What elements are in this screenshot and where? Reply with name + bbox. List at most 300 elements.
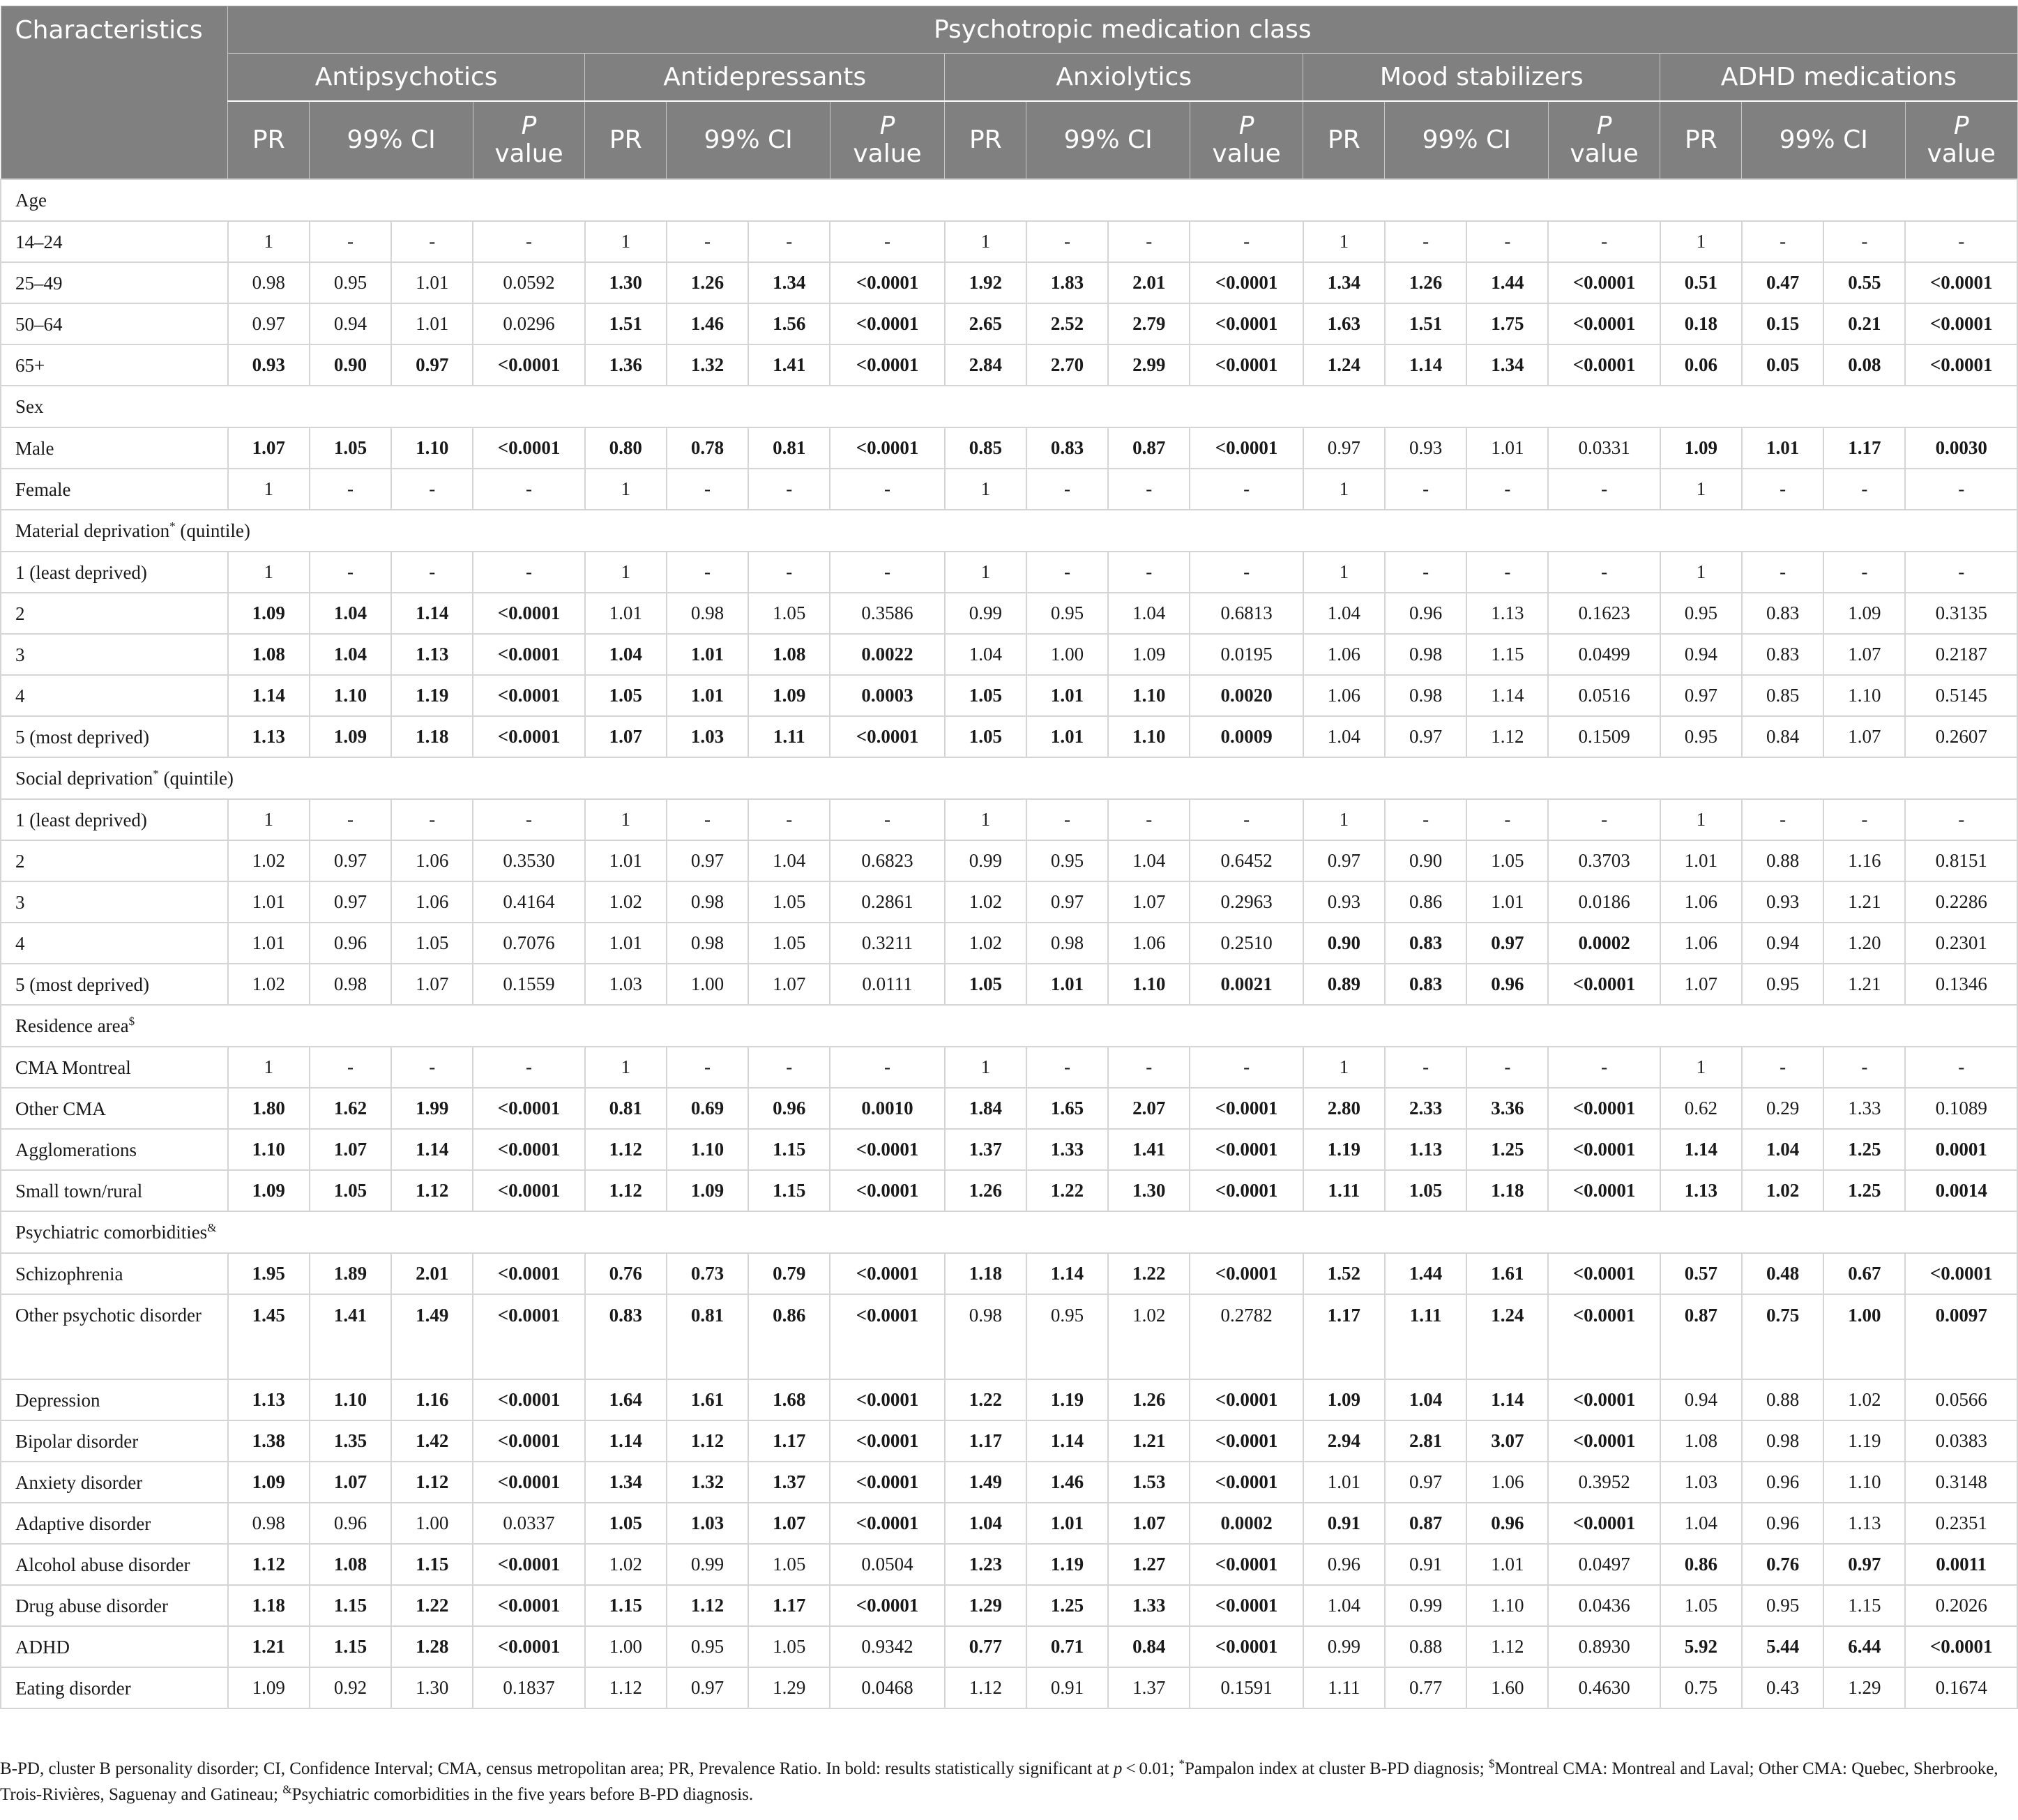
p-value-cell: <0.0001 — [1190, 1585, 1303, 1626]
p-value-cell: <0.0001 — [1190, 1253, 1303, 1294]
pr-header: PR — [1660, 101, 1742, 179]
row-label: 4 — [1, 923, 228, 964]
p-value-cell: <0.0001 — [1190, 262, 1303, 303]
ci-upper-cell: 6.44 — [1823, 1626, 1905, 1667]
ci-upper-cell: 1.07 — [1108, 881, 1190, 923]
pr-cell: 1.14 — [228, 675, 310, 716]
ci-lower-cell: - — [667, 1047, 748, 1088]
ci-lower-cell: 0.97 — [310, 881, 391, 923]
ci-lower-cell: 1.08 — [310, 1544, 391, 1585]
ci-lower-cell: - — [310, 552, 391, 593]
ci-upper-cell: 1.05 — [748, 923, 830, 964]
ci-upper-cell: 1.05 — [748, 1544, 830, 1585]
ci-lower-cell: 1.89 — [310, 1253, 391, 1294]
ci-upper-cell: 1.06 — [1108, 923, 1190, 964]
ci-lower-cell: - — [1742, 552, 1823, 593]
table-footnote — [0, 1756, 2008, 1807]
pr-cell: 0.98 — [228, 262, 310, 303]
table-row — [1, 552, 2017, 593]
ci-lower-cell: 0.73 — [667, 1253, 748, 1294]
ci-upper-cell: 0.97 — [1466, 923, 1548, 964]
pr-header: PR — [228, 101, 310, 179]
table-row — [1, 344, 2017, 386]
pr-cell: 5.92 — [1660, 1626, 1742, 1667]
p-value-cell: <0.0001 — [473, 1379, 584, 1420]
pr-cell: 1.37 — [945, 1129, 1026, 1170]
p-value-cell: 0.9342 — [830, 1626, 944, 1667]
footnote-mark-asterisk: * — [1178, 1757, 1185, 1770]
p-value-cell: <0.0001 — [830, 1462, 944, 1503]
pr-cell: 1.29 — [945, 1585, 1026, 1626]
ci-lower-cell: 0.98 — [667, 923, 748, 964]
pr-cell: 1.12 — [585, 1170, 667, 1211]
p-value-cell: 0.0001 — [1905, 1129, 2017, 1170]
ci-upper-cell: - — [391, 221, 473, 262]
footnote-comorbidities: Psychiatric comorbidities in the five years before B-PD diagnosis. — [291, 1785, 754, 1804]
ci-header: 99% CI — [667, 101, 830, 179]
ci-lower-cell: 0.96 — [1742, 1462, 1823, 1503]
table-row — [1, 262, 2017, 303]
p-value-cell: 0.4630 — [1548, 1667, 1660, 1708]
ci-lower-cell: 0.81 — [667, 1294, 748, 1379]
ci-upper-cell: 1.22 — [1108, 1253, 1190, 1294]
ci-lower-cell: - — [310, 799, 391, 840]
ci-upper-cell: 1.60 — [1466, 1667, 1548, 1708]
ci-upper-cell: 1.06 — [1466, 1462, 1548, 1503]
ci-upper-cell: 1.25 — [1823, 1129, 1905, 1170]
p-value-cell: <0.0001 — [1548, 1253, 1660, 1294]
ci-upper-cell: 1.27 — [1108, 1544, 1190, 1585]
p-value-cell: 0.1591 — [1190, 1667, 1303, 1708]
pr-cell: 1 — [228, 221, 310, 262]
row-label: 2 — [1, 840, 228, 881]
table-row — [1, 716, 2017, 757]
ci-upper-cell: - — [1466, 1047, 1548, 1088]
pr-cell: 1.09 — [1660, 427, 1742, 469]
ci-upper-cell: 1.34 — [748, 262, 830, 303]
ci-lower-cell: 0.98 — [1742, 1420, 1823, 1462]
table-row — [1, 799, 2017, 840]
p-value-cell: 0.0002 — [1548, 923, 1660, 964]
footnote-threshold: < 0.01; — [1122, 1759, 1179, 1778]
p-value-cell: - — [473, 469, 584, 510]
p-value-cell: 0.0468 — [830, 1667, 944, 1708]
p-value-cell: <0.0001 — [1190, 1129, 1303, 1170]
p-value-cell: 0.0296 — [473, 303, 584, 344]
pr-cell: 1 — [585, 469, 667, 510]
p-value-cell: 0.0504 — [830, 1544, 944, 1585]
ci-lower-cell: - — [667, 552, 748, 593]
ci-lower-cell: 0.95 — [1026, 840, 1108, 881]
p-value-cell: <0.0001 — [830, 1503, 944, 1544]
pr-cell: 1.19 — [1303, 1129, 1385, 1170]
ci-upper-cell: 1.15 — [748, 1129, 830, 1170]
table-body — [1, 179, 2017, 1708]
p-value-header-word: value — [853, 139, 922, 168]
ci-upper-cell: 2.01 — [391, 1253, 473, 1294]
p-value-cell: 0.0021 — [1190, 964, 1303, 1005]
ci-lower-cell: 0.97 — [1026, 881, 1108, 923]
ci-lower-cell: 1.03 — [667, 1503, 748, 1544]
p-value-cell: - — [473, 552, 584, 593]
pr-cell: 1.13 — [228, 1379, 310, 1420]
section-title-suffix: (quintile) — [175, 520, 250, 541]
p-value-header — [1905, 101, 2017, 179]
row-label: Female — [1, 469, 228, 510]
p-value-cell: - — [1190, 799, 1303, 840]
ci-upper-cell: 2.07 — [1108, 1088, 1190, 1129]
ci-upper-cell: 1.12 — [391, 1170, 473, 1211]
p-value-cell: - — [1190, 469, 1303, 510]
ci-upper-cell: 1.18 — [1466, 1170, 1548, 1211]
section-title — [1, 179, 2017, 221]
class-header-anxiolytics: Anxiolytics — [945, 54, 1303, 102]
p-value-cell: 0.0002 — [1190, 1503, 1303, 1544]
pr-cell: 1.06 — [1660, 923, 1742, 964]
p-value-cell: <0.0001 — [830, 1585, 944, 1626]
table-row — [1, 1129, 2017, 1170]
section-title-text: Psychiatric comorbidities — [15, 1221, 208, 1243]
pr-cell: 1.38 — [228, 1420, 310, 1462]
pr-cell: 1.02 — [585, 881, 667, 923]
pr-cell: 2.84 — [945, 344, 1026, 386]
ci-lower-cell: 0.96 — [310, 923, 391, 964]
table-row — [1, 675, 2017, 716]
ci-lower-cell: 1.10 — [667, 1129, 748, 1170]
p-value-header-symbol: P — [879, 112, 895, 140]
p-value-cell: <0.0001 — [1548, 1170, 1660, 1211]
ci-lower-cell: 0.94 — [1742, 923, 1823, 964]
ci-upper-cell: 0.08 — [1823, 344, 1905, 386]
pr-cell: 0.62 — [1660, 1088, 1742, 1129]
ci-upper-cell: 1.34 — [1466, 344, 1548, 386]
ci-lower-cell: 1.41 — [310, 1294, 391, 1379]
pr-cell: 0.86 — [1660, 1544, 1742, 1585]
p-value-cell: 0.6452 — [1190, 840, 1303, 881]
pr-cell: 1.10 — [228, 1129, 310, 1170]
p-value-cell: 0.6813 — [1190, 593, 1303, 634]
ci-upper-cell: 1.17 — [748, 1420, 830, 1462]
p-value-cell: 0.0011 — [1905, 1544, 2017, 1585]
p-value-cell: 0.0003 — [830, 675, 944, 716]
ci-upper-cell: 2.01 — [1108, 262, 1190, 303]
p-value-cell: <0.0001 — [1548, 262, 1660, 303]
ci-upper-cell: 1.26 — [1108, 1379, 1190, 1420]
row-label: Schizophrenia — [1, 1253, 228, 1294]
footnote-cma: Montreal CMA: Montreal and Laval; Other CMA: Quebec, Sherbrooke, Trois-Rivières, Saguenay and Gatineau; — [0, 1759, 1998, 1804]
p-value-header-symbol: P — [1238, 112, 1254, 140]
ci-upper-cell: 0.21 — [1823, 303, 1905, 344]
p-value-cell: 0.0383 — [1905, 1420, 2017, 1462]
ci-lower-cell: 0.76 — [1742, 1544, 1823, 1585]
pr-cell: 0.80 — [585, 427, 667, 469]
pr-cell: 0.94 — [1660, 634, 1742, 675]
p-value-cell: <0.0001 — [1548, 1088, 1660, 1129]
pr-cell: 0.96 — [1303, 1544, 1385, 1585]
p-value-cell: 0.2510 — [1190, 923, 1303, 964]
ci-upper-cell: - — [1108, 552, 1190, 593]
ci-upper-cell: - — [391, 1047, 473, 1088]
ci-lower-cell: 1.05 — [310, 427, 391, 469]
table-row — [1, 1420, 2017, 1462]
ci-upper-cell: 1.00 — [1823, 1294, 1905, 1379]
ci-upper-cell: 0.79 — [748, 1253, 830, 1294]
ci-lower-cell: 1.19 — [1026, 1544, 1108, 1585]
pr-cell: 1.03 — [585, 964, 667, 1005]
p-value-cell: 0.3148 — [1905, 1462, 2017, 1503]
ci-lower-cell: 0.95 — [667, 1626, 748, 1667]
ci-upper-cell: 1.22 — [391, 1585, 473, 1626]
p-value-cell: 0.3586 — [830, 593, 944, 634]
p-value-cell: 0.0436 — [1548, 1585, 1660, 1626]
ci-upper-cell: 0.97 — [1823, 1544, 1905, 1585]
ci-lower-cell: 1.22 — [1026, 1170, 1108, 1211]
table-row — [1, 840, 2017, 881]
section-title-suffix: (quintile) — [158, 767, 234, 789]
ci-lower-cell: 0.47 — [1742, 262, 1823, 303]
pr-cell: 1 — [945, 1047, 1026, 1088]
p-value-cell: - — [830, 799, 944, 840]
ci-lower-cell: 1.04 — [1385, 1379, 1466, 1420]
pr-cell: 0.85 — [945, 427, 1026, 469]
ci-upper-cell: 1.21 — [1823, 881, 1905, 923]
ci-upper-cell: - — [1466, 552, 1548, 593]
footnote-pampalon: Pampalon index at cluster B-PD diagnosis; — [1184, 1759, 1489, 1778]
p-value-cell: - — [1905, 221, 2017, 262]
p-value-cell: <0.0001 — [473, 675, 584, 716]
table-row — [1, 1503, 2017, 1544]
ci-lower-cell: 1.07 — [310, 1129, 391, 1170]
ci-upper-cell: 1.05 — [391, 923, 473, 964]
ci-upper-cell: 0.84 — [1108, 1626, 1190, 1667]
pr-cell: 1.05 — [945, 675, 1026, 716]
pr-cell: 1 — [585, 552, 667, 593]
ci-lower-cell: - — [1385, 469, 1466, 510]
ci-lower-cell: - — [310, 221, 391, 262]
medication-class-header: Psychotropic medication class — [228, 6, 2017, 54]
pr-cell: 1.02 — [228, 964, 310, 1005]
ci-lower-cell: 1.07 — [310, 1462, 391, 1503]
pr-cell: 1.13 — [228, 716, 310, 757]
ci-lower-cell: 0.88 — [1742, 840, 1823, 881]
pr-cell: 1.51 — [585, 303, 667, 344]
ci-lower-cell: 0.84 — [1742, 716, 1823, 757]
row-label: Other CMA — [1, 1088, 228, 1129]
p-value-cell: - — [473, 799, 584, 840]
ci-lower-cell: 0.96 — [310, 1503, 391, 1544]
section-title-text: Social deprivation — [15, 767, 153, 789]
ci-upper-cell: 1.07 — [748, 964, 830, 1005]
section-title-text: Age — [15, 189, 47, 211]
row-label: Alcohol abuse disorder — [1, 1544, 228, 1585]
pr-header: PR — [1303, 101, 1385, 179]
ci-lower-cell: 0.98 — [667, 881, 748, 923]
ci-lower-cell: - — [667, 799, 748, 840]
row-label: Drug abuse disorder — [1, 1585, 228, 1626]
ci-upper-cell: - — [748, 799, 830, 840]
row-label: Eating disorder — [1, 1667, 228, 1708]
pr-cell: 1 — [1660, 1047, 1742, 1088]
ci-upper-cell: 1.20 — [1823, 923, 1905, 964]
pr-cell: 1.09 — [1303, 1379, 1385, 1420]
pr-cell: 1.12 — [945, 1667, 1026, 1708]
pr-cell: 1 — [1660, 469, 1742, 510]
ci-lower-cell: 0.95 — [1742, 964, 1823, 1005]
ci-upper-cell: 1.01 — [1466, 1544, 1548, 1585]
pr-cell: 1.01 — [585, 840, 667, 881]
pr-cell: 1 — [945, 552, 1026, 593]
pr-cell: 1.12 — [585, 1129, 667, 1170]
pr-cell: 0.99 — [1303, 1626, 1385, 1667]
ci-lower-cell: 1.01 — [1742, 427, 1823, 469]
section-row — [1, 757, 2017, 799]
ci-lower-cell: 1.13 — [1385, 1129, 1466, 1170]
p-value-cell: <0.0001 — [830, 1294, 944, 1379]
pr-cell: 1.52 — [1303, 1253, 1385, 1294]
ci-lower-cell: - — [667, 469, 748, 510]
p-value-header-word: value — [494, 139, 563, 168]
ci-upper-cell: 0.96 — [1466, 1503, 1548, 1544]
table-container — [0, 6, 2018, 1709]
ci-lower-cell: 1.61 — [667, 1379, 748, 1420]
footnote-mark-ampersand: & — [282, 1782, 292, 1796]
ci-lower-cell: - — [1742, 799, 1823, 840]
ci-upper-cell: 1.06 — [391, 881, 473, 923]
ci-upper-cell: 1.00 — [391, 1503, 473, 1544]
ci-upper-cell: - — [1823, 552, 1905, 593]
pr-cell: 1.01 — [585, 593, 667, 634]
pr-cell: 1.95 — [228, 1253, 310, 1294]
ci-lower-cell: 0.83 — [1742, 593, 1823, 634]
ci-lower-cell: - — [1385, 1047, 1466, 1088]
ci-upper-cell: 1.14 — [391, 593, 473, 634]
ci-upper-cell: 1.29 — [1823, 1667, 1905, 1708]
ci-upper-cell: 3.07 — [1466, 1420, 1548, 1462]
p-value-cell: 0.0009 — [1190, 716, 1303, 757]
p-value-cell: 0.0331 — [1548, 427, 1660, 469]
ci-upper-cell: - — [1108, 1047, 1190, 1088]
pr-cell: 1.14 — [1660, 1129, 1742, 1170]
ci-upper-cell: 1.04 — [1108, 593, 1190, 634]
ci-lower-cell: 0.95 — [1742, 1585, 1823, 1626]
pr-cell: 0.97 — [228, 303, 310, 344]
ci-upper-cell: 1.44 — [1466, 262, 1548, 303]
row-label: 65+ — [1, 344, 228, 386]
ci-upper-cell: 1.37 — [748, 1462, 830, 1503]
ci-lower-cell: 0.98 — [1385, 634, 1466, 675]
class-header-antidepressants: Antidepressants — [585, 54, 945, 102]
section-footnote-mark: & — [207, 1220, 217, 1234]
ci-lower-cell: 1.04 — [310, 634, 391, 675]
pr-cell: 1.01 — [228, 881, 310, 923]
ci-lower-cell: 1.51 — [1385, 303, 1466, 344]
p-value-cell: 0.0499 — [1548, 634, 1660, 675]
p-value-cell: 0.1674 — [1905, 1667, 2017, 1708]
p-value-cell: <0.0001 — [1548, 1379, 1660, 1420]
ci-lower-cell: 1.04 — [1742, 1129, 1823, 1170]
p-value-cell: 0.1623 — [1548, 593, 1660, 634]
class-header-antipsychotics: Antipsychotics — [228, 54, 585, 102]
ci-lower-cell: 0.93 — [1742, 881, 1823, 923]
ci-upper-cell: 1.49 — [391, 1294, 473, 1379]
pr-cell: 0.99 — [945, 840, 1026, 881]
pr-cell: 2.94 — [1303, 1420, 1385, 1462]
row-label: 5 (most deprived) — [1, 964, 228, 1005]
p-value-cell: <0.0001 — [1190, 1462, 1303, 1503]
p-value-cell: 0.0186 — [1548, 881, 1660, 923]
footnote-abbreviations: B-PD, cluster B personality disorder; CI, Confidence Interval; CMA, census metropolitan area; PR, Prevalence Ratio. In bold: results statistically significant at — [0, 1759, 1114, 1778]
row-label: 2 — [1, 593, 228, 634]
pr-cell: 1.05 — [585, 675, 667, 716]
ci-upper-cell: - — [1108, 799, 1190, 840]
pr-cell: 0.98 — [945, 1294, 1026, 1379]
p-value-cell: - — [1190, 552, 1303, 593]
ci-lower-cell: 1.32 — [667, 1462, 748, 1503]
ci-upper-cell: 0.67 — [1823, 1253, 1905, 1294]
ci-lower-cell: 1.62 — [310, 1088, 391, 1129]
row-label: Depression — [1, 1379, 228, 1420]
ci-upper-cell: 1.07 — [1108, 1503, 1190, 1544]
ci-upper-cell: 1.17 — [748, 1585, 830, 1626]
p-value-cell: <0.0001 — [1905, 1626, 2017, 1667]
ci-upper-cell: - — [1823, 469, 1905, 510]
ci-upper-cell: 1.10 — [1466, 1585, 1548, 1626]
ci-upper-cell: 1.30 — [391, 1667, 473, 1708]
p-value-cell: 0.0516 — [1548, 675, 1660, 716]
p-value-cell: 0.4164 — [473, 881, 584, 923]
ci-lower-cell: 1.05 — [310, 1170, 391, 1211]
pr-cell: 1.05 — [1660, 1585, 1742, 1626]
p-value-cell: <0.0001 — [473, 427, 584, 469]
p-value-cell: 0.0497 — [1548, 1544, 1660, 1585]
ci-lower-cell: 0.83 — [1026, 427, 1108, 469]
p-value-cell: 0.2026 — [1905, 1585, 2017, 1626]
ci-upper-cell: 1.12 — [1466, 716, 1548, 757]
row-label: 5 (most deprived) — [1, 716, 228, 757]
pr-cell: 0.90 — [1303, 923, 1385, 964]
p-value-cell: 0.5145 — [1905, 675, 2017, 716]
p-value-cell: <0.0001 — [1548, 1420, 1660, 1462]
pr-cell: 0.81 — [585, 1088, 667, 1129]
ci-lower-cell: 1.02 — [1742, 1170, 1823, 1211]
ci-lower-cell: 1.09 — [667, 1170, 748, 1211]
pr-cell: 1.80 — [228, 1088, 310, 1129]
class-header-adhd-medications: ADHD medications — [1660, 54, 2017, 102]
ci-lower-cell: 0.48 — [1742, 1253, 1823, 1294]
ci-lower-cell: 0.98 — [310, 964, 391, 1005]
p-value-cell: <0.0001 — [1190, 1420, 1303, 1462]
row-label: 50–64 — [1, 303, 228, 344]
ci-upper-cell: 1.28 — [391, 1626, 473, 1667]
ci-lower-cell: - — [1742, 469, 1823, 510]
ci-lower-cell: 1.01 — [1026, 716, 1108, 757]
pr-cell: 1.14 — [585, 1420, 667, 1462]
p-value-cell: <0.0001 — [830, 1129, 944, 1170]
ci-lower-cell: 1.46 — [667, 303, 748, 344]
table-header — [1, 6, 2017, 180]
p-value-header-symbol: P — [1953, 112, 1969, 140]
pr-cell: 1.23 — [945, 1544, 1026, 1585]
pr-cell: 0.93 — [1303, 881, 1385, 923]
ci-upper-cell: 1.29 — [748, 1667, 830, 1708]
ci-lower-cell: 1.26 — [1385, 262, 1466, 303]
ci-upper-cell: 1.09 — [748, 675, 830, 716]
ci-upper-cell: 2.79 — [1108, 303, 1190, 344]
ci-lower-cell: 1.09 — [310, 716, 391, 757]
ci-lower-cell: 0.97 — [1385, 1462, 1466, 1503]
pr-cell: 1 — [1660, 799, 1742, 840]
pr-cell: 1.11 — [1303, 1170, 1385, 1211]
